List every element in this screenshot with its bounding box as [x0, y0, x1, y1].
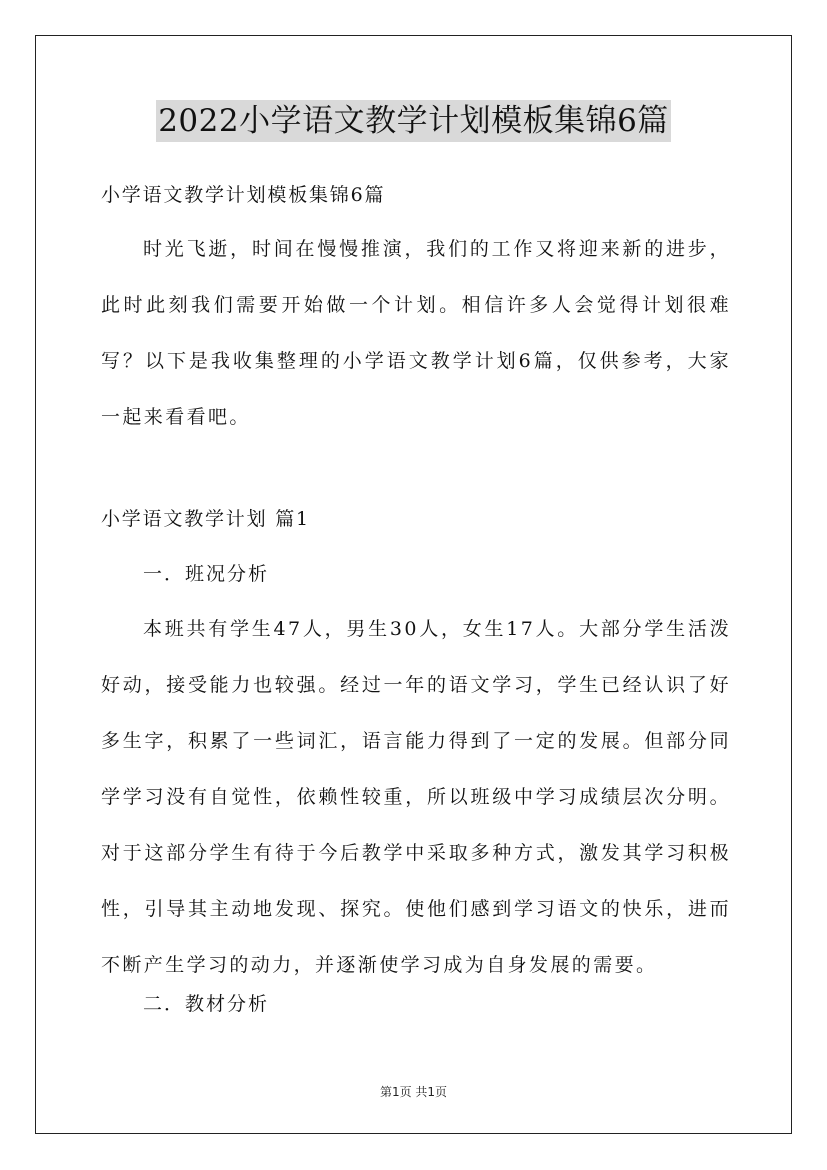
- section-heading: 小学语文教学计划 篇1: [101, 508, 310, 530]
- class-analysis-heading: 一．班况分析: [143, 563, 270, 585]
- intro-paragraph: 时光飞逝，时间在慢慢推演，我们的工作又将迎来新的进步，此时此刻我们需要开始做一个计划。相信许多人会觉得计划很难写？以下是我收集整理的小学语文教学计划6篇，仅供参考，大家一起来看看吧。: [101, 238, 731, 428]
- title-container: [0, 100, 827, 142]
- document-title: 2022小学语文教学计划模板集锦6篇: [156, 100, 671, 142]
- page-footer: 第1页 共1页: [379, 1085, 448, 1099]
- document-subtitle: 小学语文教学计划模板集锦6篇: [101, 184, 386, 206]
- textbook-analysis-heading: 二．教材分析: [143, 993, 270, 1015]
- class-analysis-paragraph: 本班共有学生47人，男生30人，女生17人。大部分学生活泼好动，接受能力也较强。经过一年的语文学习，学生已经认识了好多生字，积累了一些词汇，语言能力得到了一定的发展。但部分同学学习没有自觉性，依赖性较重，所以班级中学习成绩层次分明。对于这部分学生有待于今后教学中采取多种方式，激发其学习积极性，引导其主动地发现、探究。使他们感到学习语文的快乐，进而不断产生学习的动力，并逐渐使学习成为自身发展的需要。: [101, 618, 731, 976]
